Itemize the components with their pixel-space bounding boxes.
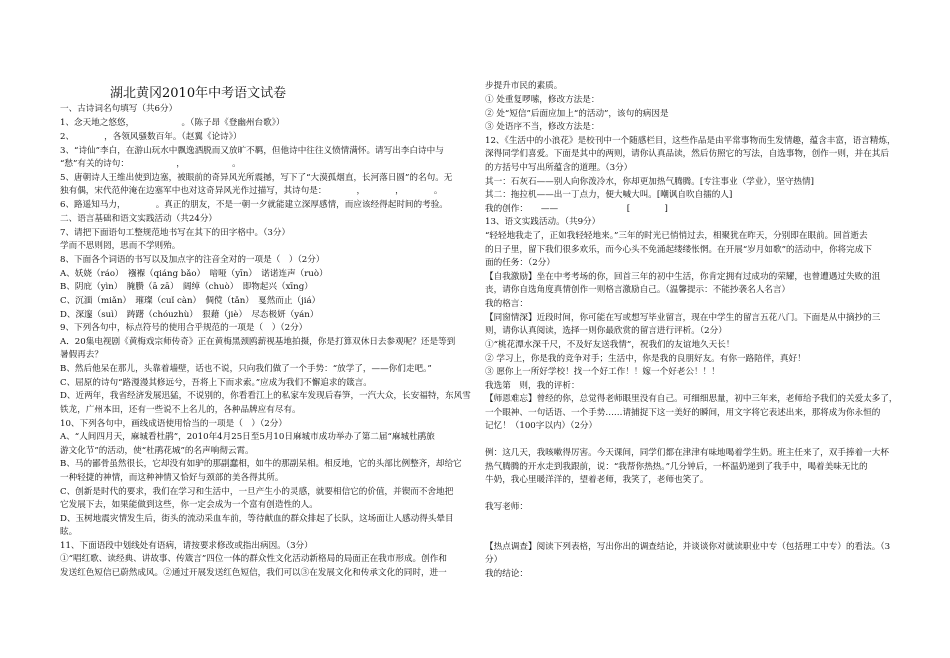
left-text-line: 3、“诗仙”李白，在游山玩水中飘逸洒脱而又放旷不羁，但他诗中往往义愤情满怀。请写出李白诗中与 [60, 146, 444, 156]
left-text-line: A．20集电视剧《黄梅戏宗师传奇》正在黄梅黑颈鸥薪视基地拍摄，你是打算双休日去参观呢？还是等到 [60, 337, 456, 347]
right-text-line: ② 处“短信”后面应加上“的活动”，该句的病因是 [485, 109, 669, 119]
left-text-line: “愁”有关的诗句： ， 。 [60, 159, 241, 169]
right-text-line: 我选第 则，我的评析： [485, 381, 580, 391]
right-text-line: 【同窗情深】近段时间，你可能在写或想写毕业留言，现在中学生的留言五花八门。下面是从中摘抄的三 [485, 313, 881, 323]
left-text-line: A、“人间四月天，麻城看杜鹃”，2010年4月25日至5月10日麻城市成功举办了第二届“麻城杜鹃旅 [60, 432, 435, 442]
right-text-line: 记忆！（100字以内）（2分） [485, 421, 598, 431]
right-text-line: 面的任务：（2分） [485, 258, 555, 268]
left-text-line: C、创新是时代的要求，我们在学习和生活中，一旦产生小的灵感，就要相信它的价值，并锲而不舍地把 [60, 487, 454, 497]
right-text-line: 【自我激励】坐在中考考场的你，回首三年的初中生活，你肯定拥有过成功的荣耀，也曾遭遇过失败的沮 [485, 272, 881, 282]
right-text-line: 步提升市民的素质。 [485, 81, 563, 91]
left-text-line: 5、唐朝诗人王维出使到边塞，被眼前的奇异风光所震撼，写下了“大漠孤烟直，长河落日圆”的名句。无 [60, 173, 453, 183]
left-text-line: 发送红色短信已蔚然成风。②通过开展发送红色短信，我们可以③在发展文化和传承文化的同时，进一 [60, 568, 447, 578]
left-text-line: B、马的鄙骨虽然很长，它却没有如驴的那副蠢相，如牛的那副呆相。相反地，它的头部比例整齐，却给它 [60, 459, 462, 469]
left-text-line: 一种轻捷的神情，而这种神情又恰好与颈部的美各得其所。 [60, 473, 284, 483]
right-text-line: 其一：石灰石——别人向你泼冷水，你却更加热气腾腾。[专注事业（学业），坚守热情] [485, 177, 814, 187]
left-text-line: B、阴庇（yìn） 腌臜（ā zā） 阔绰（chuò） 即物起兴（xīng） [60, 282, 313, 292]
left-text-line: 游文化节”的活动，使“杜鹃花城”的名声响彻云霄。 [60, 446, 254, 456]
right-text-line: 的日子里，留下我们很多欢乐，而今心头不免涌起缕缕怅惘。在开展“岁月如歌”的活动中，你将完成下 [485, 245, 872, 255]
right-text-line: 深得同学们喜爱。下面是其中的两则，请你认真品读，然后仿照它的写法，自选事物，创作一则，并在其后 [485, 149, 889, 159]
left-text-line: 铁龙，广州本田，还有一些说不上名儿的，各种品牌应有尽有。 [60, 405, 301, 415]
left-text-line: B、然后他呆在那儿，头靠着墙壁，话也不说，只向我们做了一个手势：“放学了，——你们走吧。” [60, 364, 432, 374]
left-text-line: 一、古诗词名句填写（共6分） [60, 104, 178, 114]
right-text-line: 的方括号中写出所蕴含的道理。（3分） [485, 163, 633, 173]
left-text-line: 眩。 [60, 527, 78, 537]
right-text-line: 其二：拖拉机——出一丁点力，便大喊大叫。[嘲讽自吹自擂的人] [485, 190, 733, 200]
left-text-line: 学而不思则罔，思而不学则殆。 [60, 241, 181, 251]
left-text-line: C、沉湎（miǎn） 璀璨（cuǐ càn） 倜傥（tǎn） 戛然而止（jiá） [60, 296, 321, 306]
left-text-line: 7、请把下面语句工整规范地书写在其下的田字格中。（3分） [60, 228, 291, 238]
left-text-line: 它发展下去，如果能做到这些，你一定会成为一个富有创造性的人。 [60, 500, 318, 510]
left-text-line: ①“唱红歌、读经典、讲故事、传箴言”四位一体的群众性文化活动新格局的局面正在我市形成。创作和 [60, 554, 447, 564]
left-text-line: 1、念天地之悠悠， 。（陈子昂《登幽州台歌》） [60, 118, 285, 128]
right-text-line: ① 处重复啰嗦，修改方法是： [485, 95, 600, 105]
right-text-line: ② 学习上，你是我的竞争对手；生活中，你是我的良朋好友。有你一路陪伴，真好！ [485, 354, 806, 364]
right-text-line: ③ 愿你上一所好学校！找一个好工作！！嫁一个好老公！！！ [485, 367, 720, 377]
left-text-line: 独有偶，宋代范仲淹在边塞军中也对这奇异风光作过描写，其诗句是： ， ， 。 [60, 186, 443, 196]
left-text-line: 6、路遥知马力， 。真正的朋友，不是一朝一夕就能建立深厚感情，而应该经得起时间的考验。 [60, 200, 448, 210]
right-text-line: 则，请你认真阅读，选择一则你最欣赏的留言进行评析。（2分） [485, 326, 727, 336]
left-text-line: D、深邃（suì） 踌躇（chóuzhù） 狠藉（jiè） 尽态极妍（yán） [60, 310, 319, 320]
right-text-line: ①“桃花潭水深千尺，不及好友送我情”，祝我们的友谊地久天长！ [485, 340, 735, 350]
right-text-line: 我的结论： [485, 569, 528, 579]
right-text-line: “轻轻地我走了，正如我轻轻地来。”三年的时光已悄悄过去，相聚犹在昨天，分别即在眼前。回首逝去 [485, 231, 868, 241]
right-text-line: 【热点调查】阅读下列表格，写出你出的调查结论，并谈谈你对就读职业中专（包括理工中专）的看法。（3 [485, 542, 891, 552]
right-text-line: 我写老师： [485, 502, 528, 512]
page-title: 湖北黄冈2010年中考语文试卷 [110, 86, 287, 101]
left-text-line: D、玉树地震灾情发生后，街头的流动采血车前，等待献血的群众排起了长队，这场面让人感动得头晕目 [60, 514, 454, 524]
left-text-line: 暑假再去？ [60, 350, 103, 360]
left-text-line: 8、下面各个词语的书写以及加点字的注音全对的一项是（ ）（2分） [60, 255, 325, 265]
right-text-line: 牛奶，我心里暖洋洋的，望着老师，我笑了，老师也笑了。 [485, 475, 709, 485]
right-text-line: 12、《生活中的小浪花》是校刊中一个随感栏目，这些作品是由平常事物而生发情趣，蕴含丰富，语言精炼， [485, 136, 896, 146]
right-text-line: 分） [485, 555, 503, 565]
left-text-line: 10、下列各句中，画线成语使用恰当的一项是（ ）（2分） [60, 419, 287, 429]
right-text-line: 例：这几天，我咳嗽得厉害。今天课间，同学们都在津津有味地喝着学生奶。班主任来了，双手捧着一大杯 [485, 448, 889, 458]
left-text-line: D、近两年，我省经济发展迅猛，不说别的，你看看江上的私家车发现后春笋，一汽大众，长安福特，东风雪 [60, 391, 471, 401]
right-text-line: 【师恩难忘】曾经的你，总觉得老师眼里没有自己。可细细思量，初中三年来，老师给予我们的关爱太多了， [485, 394, 898, 404]
left-text-line: 11、下面语段中划线处有语病，请按要求修改或指出病因。（3分） [60, 541, 313, 551]
right-text-line: ③ 处语序不当，修改方法是： [485, 122, 600, 132]
left-text-line: 二、语言基础和语文实践活动（共24分） [60, 214, 218, 224]
right-text-line: 我的格言： [485, 299, 528, 309]
right-text-line: 一个眼神、一句话语、一个手势……请捕捉下这一美好的瞬间，用文字将它表述出来，那将成为你永恒的 [485, 408, 881, 418]
left-text-line: C、屈原的诗句“路漫漫其修远兮，吾将上下而求索。”应成为我们不懈追求的箴言。 [60, 378, 372, 388]
right-text-line: 丧，请你自选角度真情创作一则格言激励自己。（温馨提示：不能抄袭名人名言） [485, 285, 791, 295]
right-text-line: 13、语文实践活动。（共9分） [485, 217, 601, 227]
left-text-line: A、妖娆（ráo） 襁褓（qiáng bǎo） 喑哑（yīn） 诺诺连声（ruò） [60, 269, 328, 279]
right-text-line: 我的创作： —— [ ] [485, 204, 668, 214]
left-text-line: 9、下列各句中，标点符号的使用合乎规范的一项是（ ）（2分） [60, 323, 308, 333]
left-text-line: 2、 ，各领风骚数百年。（赵翼《论诗》） [60, 132, 242, 142]
right-text-line: 热气腾腾的开水走到我跟前，说：“我帮你热热。”几分钟后，一杯温奶递到了我手中，喝着美味无比的 [485, 462, 868, 472]
